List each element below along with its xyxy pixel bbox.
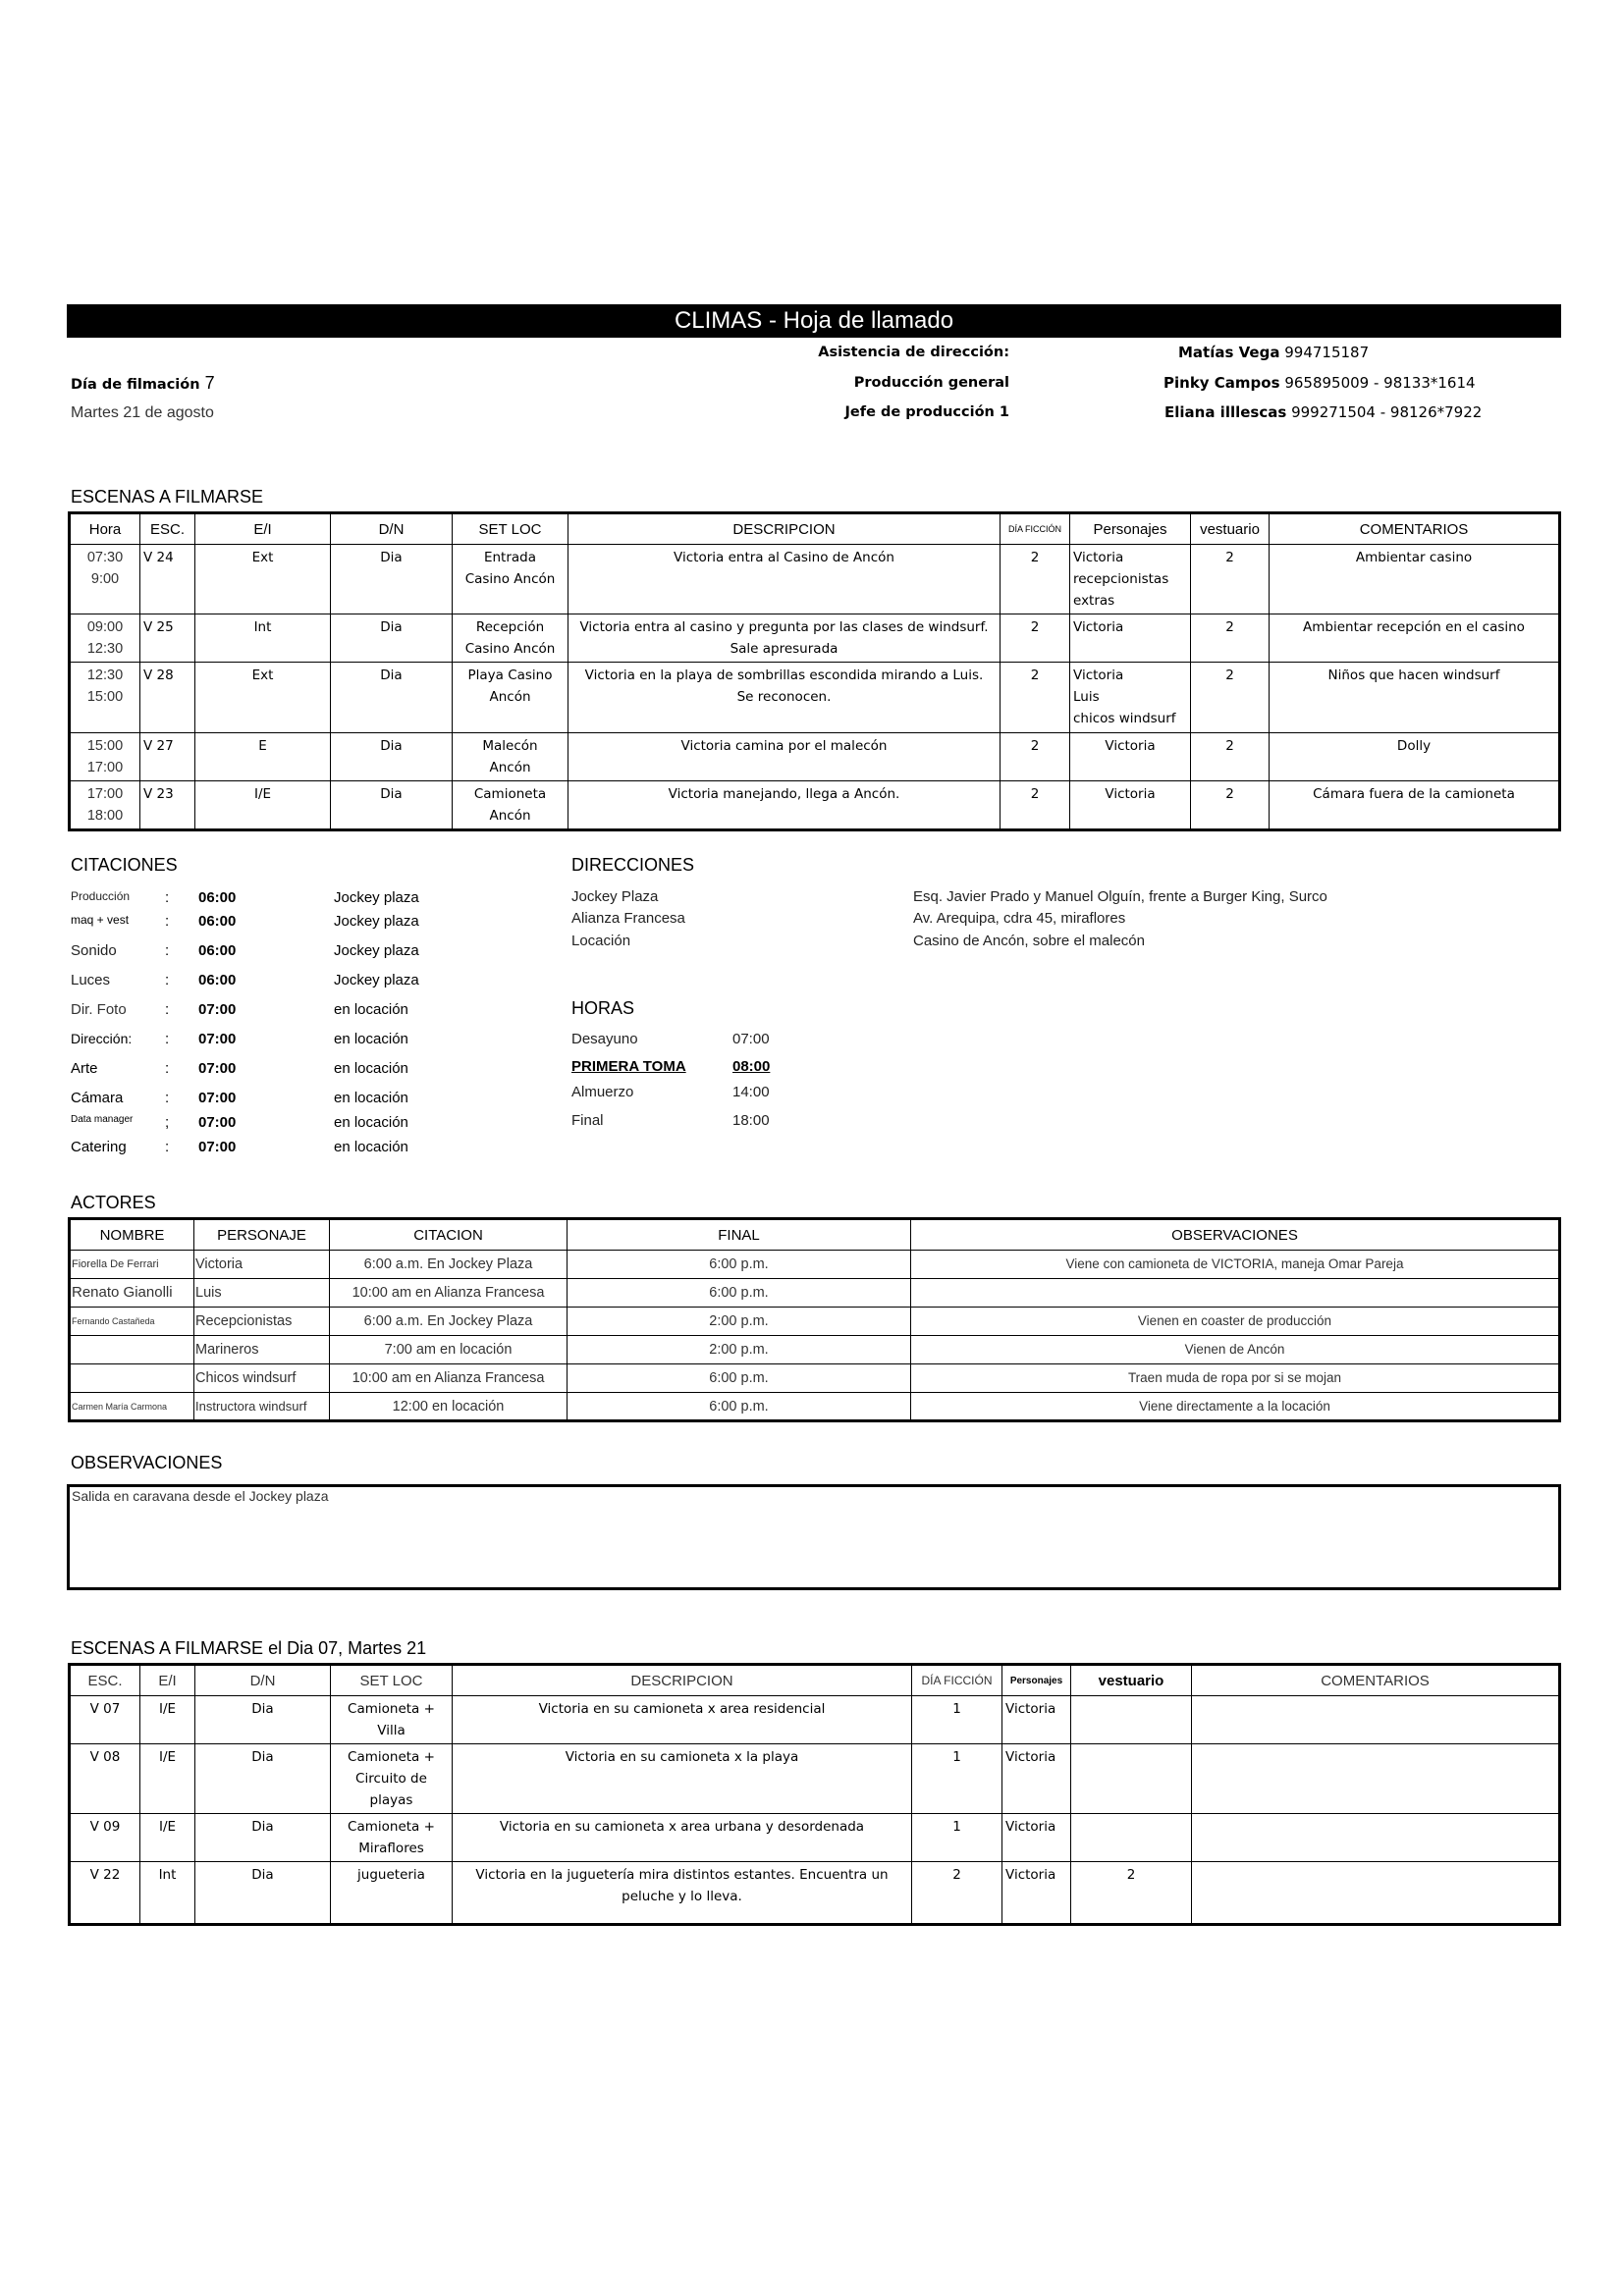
citacion-area: Data manager [71, 1114, 134, 1125]
next-scene-vestuario: 2 [1071, 1862, 1192, 1925]
scene-personajes [1070, 663, 1191, 733]
scene-ei: I/E [195, 781, 331, 830]
actor-final: 6:00 p.m. [568, 1279, 911, 1308]
scene-row [70, 614, 1560, 663]
scene-hora-line: 09:00 [86, 619, 124, 635]
scene-set-line: Malecón [482, 738, 538, 754]
next-col-comentarios: COMENTARIOS [1192, 1665, 1560, 1696]
scene-personajes [1070, 781, 1191, 830]
next-scene-comentarios [1192, 1862, 1560, 1925]
scene-comentarios: Niños que hacen windsurf [1270, 663, 1560, 733]
col-esc: ESC. [140, 513, 195, 545]
scene-vestuario: 2 [1191, 614, 1270, 663]
citacion-time: 07:00 [198, 1001, 237, 1018]
scene-esc: V 25 [140, 614, 195, 663]
actor-final: 6:00 p.m. [568, 1251, 911, 1279]
col-personaje: PERSONAJE [194, 1219, 330, 1251]
next-scene-row [70, 1744, 1560, 1814]
scene-row [70, 663, 1560, 733]
scene-descripcion [568, 733, 1001, 781]
actor-row [70, 1279, 1560, 1308]
scene-personajes [1070, 733, 1191, 781]
citacion-area: Cámara [71, 1090, 124, 1106]
direccion-address: Esq. Javier Prado y Manuel Olguín, frente a Burger King, Surco [913, 888, 1327, 905]
citacion-place: Jockey plaza [334, 942, 419, 959]
scene-esc: V 23 [140, 781, 195, 830]
next-col-esc: ESC. [70, 1665, 140, 1696]
scene-set-line: Casino Ancón [464, 571, 556, 587]
citacion-time: 07:00 [198, 1060, 237, 1077]
observaciones-section-title: OBSERVACIONES [71, 1453, 223, 1472]
actor-final: 6:00 p.m. [568, 1364, 911, 1393]
hora-label: Desayuno [571, 1031, 638, 1047]
scene-ei: Ext [195, 545, 331, 614]
next-col-vestuario: vestuario [1071, 1665, 1192, 1696]
hora-label: Final [571, 1112, 604, 1129]
next-scene-set-loc [331, 1862, 453, 1925]
scene-personajes [1070, 545, 1191, 614]
scene-esc: V 27 [140, 733, 195, 781]
observaciones-box [67, 1484, 1561, 1590]
citacion-area: Arte [71, 1060, 98, 1077]
next-scene-esc: V 07 [70, 1696, 140, 1744]
direccion-place: Alianza Francesa [571, 910, 685, 927]
actor-observaciones: Traen muda de ropa por si se mojan [911, 1364, 1560, 1393]
next-day-section-title: ESCENAS A FILMARSE el Dia 07, Martes 21 [71, 1638, 427, 1658]
actor-row [70, 1251, 1560, 1279]
next-scene-set-line: playas [369, 1792, 413, 1808]
next-scene-set-line: Miraflores [358, 1841, 424, 1856]
col-personajes: Personajes [1070, 513, 1191, 545]
citacion-time: 06:00 [198, 913, 237, 930]
actor-personaje: Recepcionistas [194, 1308, 330, 1336]
next-scene-esc: V 08 [70, 1744, 140, 1814]
scene-desc-line: Victoria camina por el malecón [680, 738, 888, 754]
scene-desc-line: Victoria entra al Casino de Ancón [674, 550, 894, 565]
citacion-place: en locación [334, 1114, 408, 1131]
col-final: FINAL [568, 1219, 911, 1251]
scene-esc: V 24 [140, 545, 195, 614]
scene-dn: Dia [331, 614, 453, 663]
scene-descripcion [568, 614, 1001, 663]
scene-esc: V 28 [140, 663, 195, 733]
citacion-separator: : [165, 1090, 170, 1106]
actor-nombre [70, 1364, 194, 1393]
next-scene-esc: V 09 [70, 1814, 140, 1862]
col-descripcion: DESCRIPCION [568, 513, 1001, 545]
scene-desc-line: Victoria en la playa de sombrillas escondida mirando a Luis. [584, 667, 984, 683]
next-scene-set-line: Camioneta + [348, 1701, 435, 1717]
scene-desc-line: Sale apresurada [730, 641, 839, 657]
scene-personaje-line: recepcionistas [1073, 571, 1169, 587]
actor-observaciones: Vienen en coaster de producción [911, 1308, 1560, 1336]
actor-citacion: 10:00 am en Alianza Francesa [330, 1364, 568, 1393]
col-ei: E/I [195, 513, 331, 545]
citacion-separator: : [165, 889, 170, 906]
scene-ei: E [195, 733, 331, 781]
col-nombre: NOMBRE [70, 1219, 194, 1251]
crew-contact-3 [1164, 403, 1482, 421]
citacion-separator: : [165, 1001, 170, 1018]
scenes-section-title: ESCENAS A FILMARSE [71, 487, 264, 507]
citacion-place: en locación [334, 1001, 408, 1018]
crew-contact-2 [1163, 374, 1476, 392]
next-scene-comentarios [1192, 1744, 1560, 1814]
citacion-place: en locación [334, 1031, 408, 1047]
next-scene-dn: Dia [195, 1696, 331, 1744]
actor-observaciones: Viene con camioneta de VICTORIA, maneja Omar Pareja [911, 1251, 1560, 1279]
actor-row [70, 1393, 1560, 1421]
citacion-time: 07:00 [198, 1090, 237, 1106]
scene-dia-ficcion: 2 [1001, 663, 1070, 733]
crew-phone-2: 965895009 - 98133*1614 [1284, 374, 1476, 392]
citacion-place: Jockey plaza [334, 889, 419, 906]
actores-section-title: ACTORES [71, 1193, 156, 1212]
crew-name-1: Matías Vega [1178, 344, 1280, 361]
scene-hora-line: 07:30 [86, 550, 124, 565]
actor-citacion: 6:00 a.m. En Jockey Plaza [330, 1251, 568, 1279]
scene-set-loc [453, 733, 568, 781]
next-scene-vestuario [1071, 1814, 1192, 1862]
actor-citacion: 12:00 en locación [330, 1393, 568, 1421]
next-scene-personajes: Victoria [1002, 1814, 1071, 1862]
scene-personaje-line: Victoria [1105, 786, 1156, 802]
citacion-time: 06:00 [198, 942, 237, 959]
citacion-time: 07:00 [198, 1031, 237, 1047]
next-day-table [68, 1663, 1561, 1926]
next-scene-dia-ficcion: 1 [912, 1814, 1002, 1862]
crew-phone-3: 999271504 - 98126*7922 [1291, 403, 1483, 421]
next-scene-row [70, 1862, 1560, 1925]
scene-personaje-line: chicos windsurf [1073, 711, 1176, 726]
next-col-personajes: Personajes [1002, 1665, 1071, 1696]
next-scene-set-loc [331, 1696, 453, 1744]
citacion-area: Luces [71, 972, 111, 988]
scene-set-line: Recepción [475, 619, 545, 635]
scene-dn: Dia [331, 733, 453, 781]
next-scene-set-loc [331, 1744, 453, 1814]
next-scene-set-line: Circuito de [355, 1771, 427, 1787]
crew-name-2: Pinky Campos [1163, 374, 1280, 392]
next-scene-descripcion [453, 1744, 912, 1814]
next-col-set-loc: SET LOC [331, 1665, 453, 1696]
citacion-place: en locación [334, 1060, 408, 1077]
next-scene-ei: I/E [140, 1696, 195, 1744]
shooting-date: Martes 21 de agosto [71, 404, 214, 421]
col-comentarios: COMENTARIOS [1270, 513, 1560, 545]
scene-vestuario: 2 [1191, 733, 1270, 781]
citacion-area: Catering [71, 1139, 127, 1155]
scene-hora-line: 15:00 [86, 689, 124, 705]
scene-set-loc [453, 663, 568, 733]
actor-observaciones: Viene directamente a la locación [911, 1393, 1560, 1421]
scene-set-loc [453, 781, 568, 830]
scene-set-line: Ancón [489, 760, 531, 775]
citacion-area: Dirección: [71, 1031, 133, 1046]
actor-personaje: Chicos windsurf [194, 1364, 330, 1393]
col-observaciones: OBSERVACIONES [911, 1219, 1560, 1251]
crew-role-2: Producción general [853, 375, 1009, 391]
citacion-time: 07:00 [198, 1114, 237, 1131]
scene-dn: Dia [331, 545, 453, 614]
next-col-ei: E/I [140, 1665, 195, 1696]
actor-personaje: Instructora windsurf [194, 1393, 330, 1421]
actor-nombre [70, 1336, 194, 1364]
citacion-area: Dir. Foto [71, 1001, 127, 1018]
scene-dn: Dia [331, 663, 453, 733]
citacion-time: 06:00 [198, 889, 237, 906]
scene-vestuario: 2 [1191, 545, 1270, 614]
scene-hora-line: 15:00 [86, 738, 124, 754]
next-scene-set-loc [331, 1814, 453, 1862]
next-scene-set-line: Villa [377, 1723, 406, 1738]
hora-time: 07:00 [732, 1031, 770, 1047]
next-col-dn: D/N [195, 1665, 331, 1696]
next-scene-descripcion [453, 1814, 912, 1862]
citacion-separator: : [165, 913, 170, 930]
actor-final: 6:00 p.m. [568, 1393, 911, 1421]
next-scene-set-line: jugueteria [357, 1867, 425, 1883]
citacion-separator: : [165, 972, 170, 988]
scene-vestuario: 2 [1191, 781, 1270, 830]
scene-descripcion [568, 663, 1001, 733]
scene-comentarios: Dolly [1270, 733, 1560, 781]
scene-vestuario: 2 [1191, 663, 1270, 733]
scene-hora [70, 663, 140, 733]
scene-dia-ficcion: 2 [1001, 614, 1070, 663]
actores-header-row [70, 1219, 1560, 1251]
crew-contact-1 [1178, 344, 1369, 361]
scene-hora [70, 614, 140, 663]
scene-personaje-line: Luis [1073, 689, 1100, 705]
citacion-area: Sonido [71, 942, 117, 959]
scene-hora-line: 18:00 [86, 808, 124, 824]
citacion-time: 07:00 [198, 1139, 237, 1155]
next-scene-vestuario [1071, 1696, 1192, 1744]
actor-observaciones: Vienen de Ancón [911, 1336, 1560, 1364]
next-scene-dn: Dia [195, 1814, 331, 1862]
citacion-separator: : [165, 1060, 170, 1077]
direccion-address: Av. Arequipa, cdra 45, miraflores [913, 910, 1126, 927]
next-scene-descripcion [453, 1696, 912, 1744]
actor-personaje: Victoria [194, 1251, 330, 1279]
citacion-separator: : [165, 942, 170, 959]
scene-personajes [1070, 614, 1191, 663]
next-day-header-row [70, 1665, 1560, 1696]
scene-hora-line: 9:00 [90, 571, 120, 587]
citacion-place: en locación [334, 1090, 408, 1106]
citacion-place: en locación [334, 1139, 408, 1155]
scene-row [70, 733, 1560, 781]
scene-hora-line: 12:30 [86, 641, 124, 657]
actor-nombre: Fernando Castañeda [70, 1308, 194, 1336]
next-scene-personajes: Victoria [1002, 1696, 1071, 1744]
actor-row [70, 1364, 1560, 1393]
scene-set-loc [453, 545, 568, 614]
scene-dia-ficcion: 2 [1001, 781, 1070, 830]
next-scene-dia-ficcion: 1 [912, 1696, 1002, 1744]
scene-personaje-line: Victoria [1073, 667, 1124, 683]
actor-personaje: Luis [194, 1279, 330, 1308]
next-scene-comentarios [1192, 1696, 1560, 1744]
crew-phone-1: 994715187 [1284, 344, 1370, 361]
scene-set-line: Ancón [489, 808, 531, 824]
hora-label: PRIMERA TOMA [571, 1058, 686, 1075]
scene-personaje-line: Victoria [1073, 619, 1124, 635]
scene-desc-line: Se reconocen. [736, 689, 832, 705]
scene-set-line: Casino Ancón [464, 641, 556, 657]
citacion-separator: ; [165, 1114, 170, 1131]
actor-citacion: 10:00 am en Alianza Francesa [330, 1279, 568, 1308]
scene-dn: Dia [331, 781, 453, 830]
col-hora: Hora [70, 513, 140, 545]
scene-personaje-line: Victoria [1105, 738, 1156, 754]
scene-ei: Ext [195, 663, 331, 733]
scenes-table [68, 511, 1561, 831]
next-scene-dia-ficcion: 2 [912, 1862, 1002, 1925]
col-set-loc: SET LOC [453, 513, 568, 545]
scenes-header-row [70, 513, 1560, 545]
next-scene-vestuario [1071, 1744, 1192, 1814]
actor-nombre: Renato Gianolli [70, 1279, 194, 1308]
citacion-separator: : [165, 1031, 170, 1047]
scene-set-line: Ancón [489, 689, 531, 705]
scene-row [70, 781, 1560, 830]
actor-personaje: Marineros [194, 1336, 330, 1364]
scene-descripcion [568, 545, 1001, 614]
scene-comentarios: Ambientar casino [1270, 545, 1560, 614]
scene-set-line: Entrada [483, 550, 537, 565]
hora-time: 18:00 [732, 1112, 770, 1129]
scene-comentarios: Cámara fuera de la camioneta [1270, 781, 1560, 830]
direcciones-section-title: DIRECCIONES [571, 855, 695, 875]
next-col-descripcion: DESCRIPCION [453, 1665, 912, 1696]
next-scene-dn: Dia [195, 1744, 331, 1814]
shooting-day-number: 7 [204, 373, 215, 393]
scene-row [70, 545, 1560, 614]
next-scene-dia-ficcion: 1 [912, 1744, 1002, 1814]
scene-hora [70, 545, 140, 614]
next-scene-row [70, 1814, 1560, 1862]
col-vestuario: vestuario [1191, 513, 1270, 545]
scene-hora-line: 17:00 [86, 760, 124, 775]
hora-label: Almuerzo [571, 1084, 634, 1100]
next-scene-set-line: Camioneta + [348, 1819, 435, 1835]
next-scene-ei: I/E [140, 1744, 195, 1814]
scene-set-line: Camioneta [473, 786, 547, 802]
actor-row [70, 1308, 1560, 1336]
citacion-area: Producción [71, 889, 131, 903]
page-title: CLIMAS - Hoja de llamado [67, 304, 1561, 338]
actor-citacion: 6:00 a.m. En Jockey Plaza [330, 1308, 568, 1336]
next-scene-set-line: Camioneta + [348, 1749, 435, 1765]
next-scene-descripcion [453, 1862, 912, 1925]
citacion-area: maq + vest [71, 913, 130, 927]
scene-set-line: Playa Casino [467, 667, 553, 683]
next-scene-comentarios [1192, 1814, 1560, 1862]
crew-role-3: Jefe de producción 1 [844, 404, 1009, 420]
observaciones-text: Salida en caravana desde el Jockey plaza [72, 1488, 329, 1504]
scene-personaje-line: extras [1073, 593, 1115, 609]
next-scene-personajes: Victoria [1002, 1862, 1071, 1925]
scene-personaje-line: Victoria [1073, 550, 1124, 565]
scene-desc-line: Victoria manejando, llega a Ancón. [668, 786, 900, 802]
scene-dia-ficcion: 2 [1001, 733, 1070, 781]
citacion-place: Jockey plaza [334, 972, 419, 988]
col-dn: D/N [331, 513, 453, 545]
next-col-dia-ficcion: DÍA FICCIÓN [912, 1665, 1002, 1696]
hora-time: 14:00 [732, 1084, 770, 1100]
actor-nombre: Carmen María Carmona [70, 1393, 194, 1421]
scene-hora-line: 12:30 [86, 667, 124, 683]
col-citacion: CITACION [330, 1219, 568, 1251]
next-scene-row [70, 1696, 1560, 1744]
next-scene-esc: V 22 [70, 1862, 140, 1925]
scene-comentarios: Ambientar recepción en el casino [1270, 614, 1560, 663]
scene-ei: Int [195, 614, 331, 663]
next-scene-desc-line: Victoria en su camioneta x la playa [565, 1749, 799, 1765]
citacion-separator: : [165, 1139, 170, 1155]
direccion-address: Casino de Ancón, sobre el malecón [913, 933, 1145, 949]
next-scene-dn: Dia [195, 1862, 331, 1925]
citaciones-section-title: CITACIONES [71, 855, 178, 875]
scene-set-loc [453, 614, 568, 663]
horas-section-title: HORAS [571, 998, 635, 1018]
actor-final: 2:00 p.m. [568, 1336, 911, 1364]
scene-descripcion [568, 781, 1001, 830]
citacion-time: 06:00 [198, 972, 237, 988]
actor-final: 2:00 p.m. [568, 1308, 911, 1336]
next-scene-personajes: Victoria [1002, 1744, 1071, 1814]
shooting-day [71, 373, 215, 394]
next-scene-ei: I/E [140, 1814, 195, 1862]
actor-observaciones [911, 1279, 1560, 1308]
actores-table [68, 1217, 1561, 1422]
actor-citacion: 7:00 am en locación [330, 1336, 568, 1364]
next-scene-desc-line: Victoria en la juguetería mira distintos estantes. Encuentra un [475, 1867, 889, 1883]
scene-hora [70, 733, 140, 781]
direccion-place: Jockey Plaza [571, 888, 659, 905]
direccion-place: Locación [571, 933, 631, 949]
next-scene-ei: Int [140, 1862, 195, 1925]
scene-dia-ficcion: 2 [1001, 545, 1070, 614]
scene-desc-line: Victoria entra al casino y pregunta por las clases de windsurf. [579, 619, 989, 635]
actor-nombre: Fiorella De Ferrari [70, 1251, 194, 1279]
next-scene-desc-line: Victoria en su camioneta x area urbana y desordenada [499, 1819, 865, 1835]
crew-name-3: Eliana illlescas [1164, 403, 1287, 421]
shooting-day-label: Día de filmación [71, 377, 200, 393]
crew-role-1: Asistencia de dirección: [818, 345, 1009, 360]
next-scene-desc-line: peluche y lo lleva. [622, 1889, 742, 1904]
citacion-place: Jockey plaza [334, 913, 419, 930]
hora-time: 08:00 [732, 1058, 771, 1075]
scene-hora [70, 781, 140, 830]
col-dia-ficcion: DÍA FICCIÓN [1001, 513, 1070, 545]
scene-hora-line: 17:00 [86, 786, 124, 802]
actor-row [70, 1336, 1560, 1364]
next-scene-desc-line: Victoria en su camioneta x area residencial [538, 1701, 826, 1717]
